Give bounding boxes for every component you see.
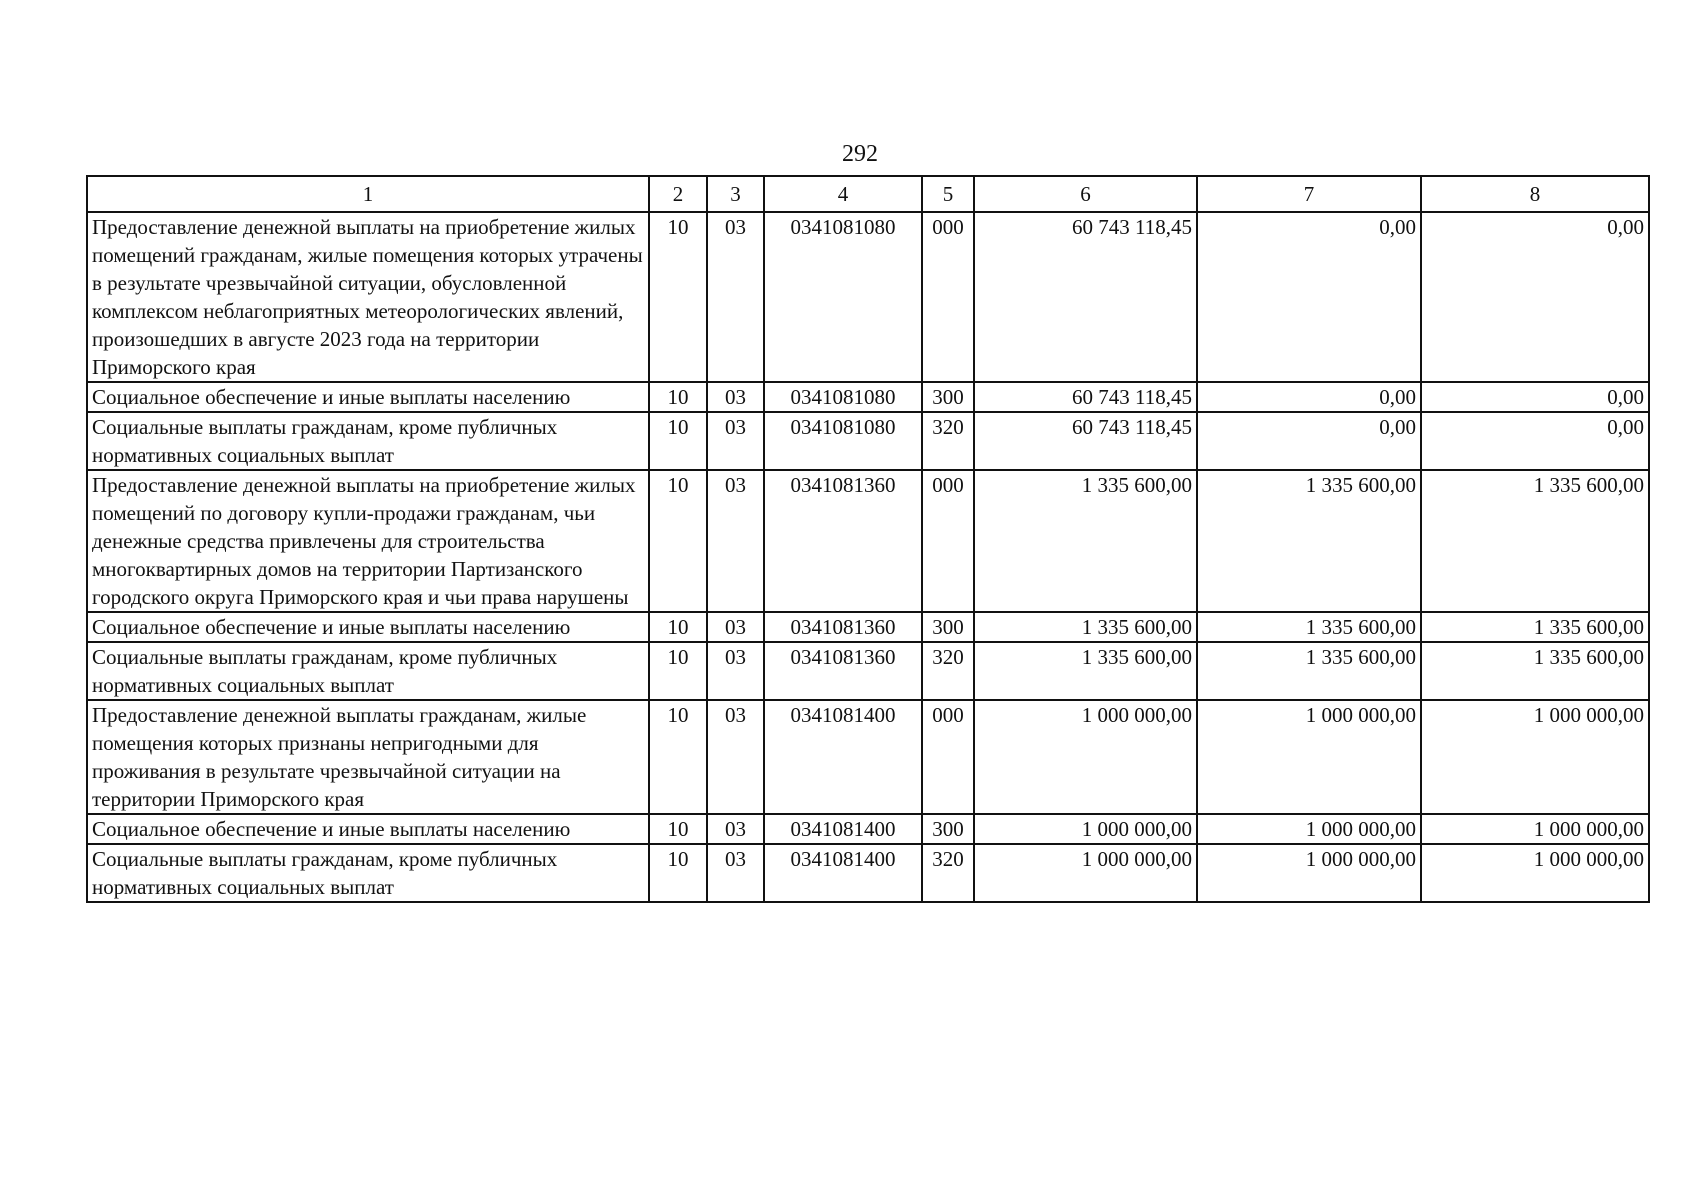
target-article-code: 0341081080 bbox=[764, 382, 922, 412]
row-description: Социальные выплаты гражданам, кроме публичных нормативных социальных выплат bbox=[87, 844, 649, 902]
subsection-code: 03 bbox=[707, 212, 764, 382]
amount-col-8: 0,00 bbox=[1421, 212, 1649, 382]
row-description: Социальное обеспечение и иные выплаты населению bbox=[87, 382, 649, 412]
amount-col-7: 1 335 600,00 bbox=[1197, 470, 1421, 612]
expense-type-code: 320 bbox=[922, 844, 974, 902]
target-article-code: 0341081360 bbox=[764, 470, 922, 612]
amount-col-7: 1 335 600,00 bbox=[1197, 612, 1421, 642]
row-description: Социальное обеспечение и иные выплаты населению bbox=[87, 814, 649, 844]
amount-col-7: 1 335 600,00 bbox=[1197, 642, 1421, 700]
target-article-code: 0341081360 bbox=[764, 642, 922, 700]
row-description: Социальное обеспечение и иные выплаты населению bbox=[87, 612, 649, 642]
table-row bbox=[87, 844, 1649, 902]
column-header-2: 2 bbox=[649, 176, 707, 212]
subsection-code: 03 bbox=[707, 382, 764, 412]
subsection-code: 03 bbox=[707, 612, 764, 642]
amount-col-8: 1 000 000,00 bbox=[1421, 814, 1649, 844]
amount-col-6: 60 743 118,45 bbox=[974, 382, 1197, 412]
budget-table bbox=[86, 175, 1650, 903]
amount-col-8: 0,00 bbox=[1421, 412, 1649, 470]
amount-col-6: 1 335 600,00 bbox=[974, 642, 1197, 700]
row-description: Социальные выплаты гражданам, кроме публичных нормативных социальных выплат bbox=[87, 642, 649, 700]
subsection-code: 03 bbox=[707, 700, 764, 814]
amount-col-6: 1 000 000,00 bbox=[974, 700, 1197, 814]
page-number: 292 bbox=[842, 141, 878, 167]
section-code: 10 bbox=[649, 470, 707, 612]
expense-type-code: 320 bbox=[922, 642, 974, 700]
amount-col-8: 1 335 600,00 bbox=[1421, 612, 1649, 642]
table-row bbox=[87, 700, 1649, 814]
subsection-code: 03 bbox=[707, 412, 764, 470]
section-code: 10 bbox=[649, 844, 707, 902]
section-code: 10 bbox=[649, 814, 707, 844]
amount-col-6: 60 743 118,45 bbox=[974, 212, 1197, 382]
target-article-code: 0341081400 bbox=[764, 700, 922, 814]
subsection-code: 03 bbox=[707, 844, 764, 902]
header-row bbox=[87, 176, 1649, 212]
amount-col-6: 60 743 118,45 bbox=[974, 412, 1197, 470]
amount-col-6: 1 335 600,00 bbox=[974, 470, 1197, 612]
section-code: 10 bbox=[649, 382, 707, 412]
table-row bbox=[87, 612, 1649, 642]
table-row bbox=[87, 212, 1649, 382]
amount-col-7: 1 000 000,00 bbox=[1197, 844, 1421, 902]
amount-col-7: 0,00 bbox=[1197, 412, 1421, 470]
section-code: 10 bbox=[649, 612, 707, 642]
row-description: Социальные выплаты гражданам, кроме публичных нормативных социальных выплат bbox=[87, 412, 649, 470]
expense-type-code: 320 bbox=[922, 412, 974, 470]
amount-col-7: 0,00 bbox=[1197, 382, 1421, 412]
section-code: 10 bbox=[649, 642, 707, 700]
table-row bbox=[87, 412, 1649, 470]
column-header-3: 3 bbox=[707, 176, 764, 212]
target-article-code: 0341081080 bbox=[764, 412, 922, 470]
expense-type-code: 300 bbox=[922, 814, 974, 844]
amount-col-8: 1 335 600,00 bbox=[1421, 642, 1649, 700]
target-article-code: 0341081400 bbox=[764, 814, 922, 844]
amount-col-7: 1 000 000,00 bbox=[1197, 814, 1421, 844]
table-row bbox=[87, 382, 1649, 412]
column-header-4: 4 bbox=[764, 176, 922, 212]
column-header-8: 8 bbox=[1421, 176, 1649, 212]
table-row bbox=[87, 814, 1649, 844]
amount-col-8: 0,00 bbox=[1421, 382, 1649, 412]
target-article-code: 0341081360 bbox=[764, 612, 922, 642]
amount-col-6: 1 000 000,00 bbox=[974, 814, 1197, 844]
row-description: Предоставление денежной выплаты гражданам, жилые помещения которых признаны непригодными для проживания в результате чрезвычайной ситуации на территории Приморского края bbox=[87, 700, 649, 814]
column-header-5: 5 bbox=[922, 176, 974, 212]
expense-type-code: 300 bbox=[922, 612, 974, 642]
row-description: Предоставление денежной выплаты на приобретение жилых помещений гражданам, жилые помещения которых утрачены в результате чрезвычайной ситуации, обусловленной комплексом неблагоприятных метеорологических явлений, произошедших в августе 2023 года на территории Приморского края bbox=[87, 212, 649, 382]
subsection-code: 03 bbox=[707, 642, 764, 700]
section-code: 10 bbox=[649, 212, 707, 382]
subsection-code: 03 bbox=[707, 814, 764, 844]
expense-type-code: 300 bbox=[922, 382, 974, 412]
column-header-7: 7 bbox=[1197, 176, 1421, 212]
amount-col-8: 1 335 600,00 bbox=[1421, 470, 1649, 612]
column-header-6: 6 bbox=[974, 176, 1197, 212]
subsection-code: 03 bbox=[707, 470, 764, 612]
expense-type-code: 000 bbox=[922, 700, 974, 814]
row-description: Предоставление денежной выплаты на приобретение жилых помещений по договору купли-продажи гражданам, чьи денежные средства привлечены для строительства многоквартирных домов на территории Партизанского городского округа Приморского края и чьи права нарушены bbox=[87, 470, 649, 612]
table-row bbox=[87, 470, 1649, 612]
table-row bbox=[87, 642, 1649, 700]
section-code: 10 bbox=[649, 700, 707, 814]
section-code: 10 bbox=[649, 412, 707, 470]
expense-type-code: 000 bbox=[922, 470, 974, 612]
amount-col-6: 1 000 000,00 bbox=[974, 844, 1197, 902]
target-article-code: 0341081400 bbox=[764, 844, 922, 902]
amount-col-7: 0,00 bbox=[1197, 212, 1421, 382]
amount-col-6: 1 335 600,00 bbox=[974, 612, 1197, 642]
amount-col-7: 1 000 000,00 bbox=[1197, 700, 1421, 814]
expense-type-code: 000 bbox=[922, 212, 974, 382]
amount-col-8: 1 000 000,00 bbox=[1421, 700, 1649, 814]
target-article-code: 0341081080 bbox=[764, 212, 922, 382]
column-header-1: 1 bbox=[87, 176, 649, 212]
amount-col-8: 1 000 000,00 bbox=[1421, 844, 1649, 902]
